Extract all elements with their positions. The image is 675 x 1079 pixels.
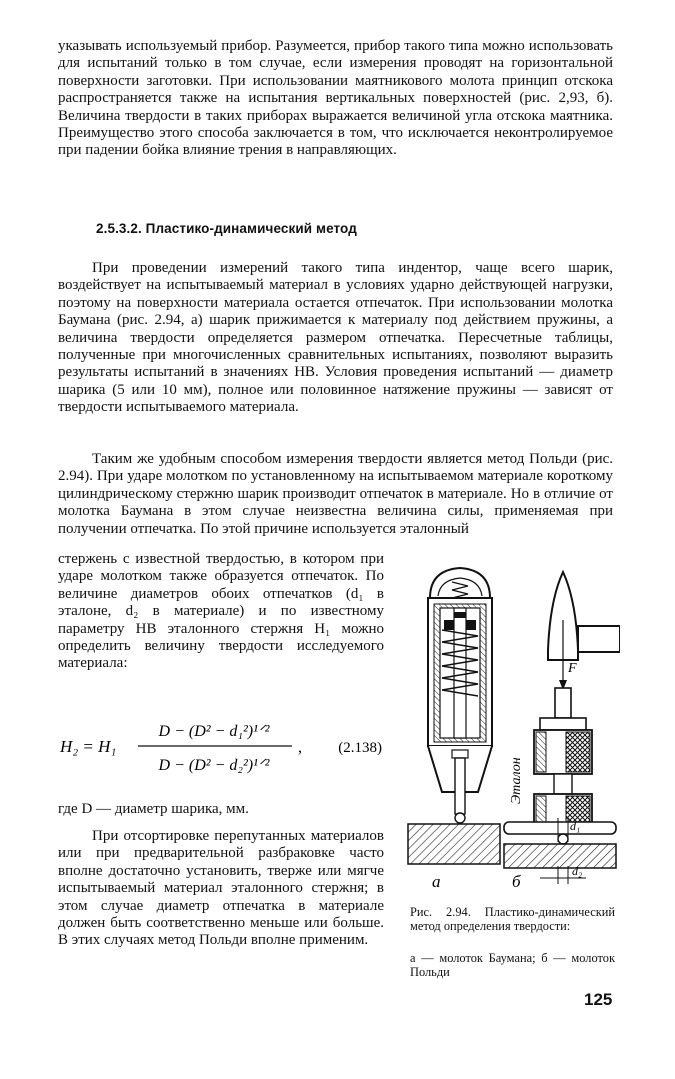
figure-label-b: б (512, 872, 521, 891)
figure-caption: Рис. 2.94. Пластико-динамический метод определения твердости: (410, 905, 615, 933)
baumann-hammer-drawing (408, 568, 500, 891)
figure-label-a: а (432, 872, 441, 891)
formula-numerator: D − (D² − d₁²)¹ᐟ² (158, 723, 270, 740)
formula-number: (2.138) (338, 740, 382, 756)
paragraph-poldi-continued: стержень с известной твердостью, в котором при ударе молотком также образуется отпечаток. По величине диаметров обоих отпечатков (d₁ в эталоне, d₂ в материале) и по известному параметру HB эталонного стержня H₁ можно определить величину твердости исследуемого материала: (58, 551, 384, 672)
formula-2-138 (58, 708, 384, 788)
formula-comma: , (298, 739, 302, 756)
formula-lhs: H₂ = H₁ (60, 737, 117, 756)
paragraph-poldi: Таким же удобным способом измерения твердости является метод Польди (рис. 2.94). При ударе молотком по установленному на испытываемом материале короткому цилиндрическому стержню шарик производит отпечаток в материале. Но в отличие от молотка Баумана в этом случае неизвестна величина силы, применяемая при получении отпечатка. По этой причине используется эталонный (58, 451, 613, 537)
intro-paragraph: указывать используемый прибор. Разумеется, прибор такого типа можно использовать для испытаний только в том случае, если измерения проводят на горизонтальной поверхности заготовки. При использовании маятникового молота принцип отскока распространяется также на испытания вертикальных поверхностей (рис. 2,93, б). Величина твердости в таких приборах выражается величиной угла отскока маятника. Преимущество этого способа заключается в том, что исключается неконтролируемое при падении бойка влияние трения в направляющих. (58, 38, 613, 159)
section-heading: 2.5.3.2. Пластико-динамический метод (96, 221, 357, 236)
figure-label-d2: d₂ (572, 864, 583, 878)
figure-2-94-drawing (400, 560, 620, 900)
page-number: 125 (584, 990, 613, 1009)
formula-denominator: D − (D² − d₂²)¹ᐟ² (158, 757, 270, 774)
figure-label-d1: d₁ (570, 819, 581, 833)
figure-label-etalon: Эталон (509, 757, 524, 804)
poldi-hammer-drawing (504, 572, 620, 891)
figure-legend: а — молоток Баумана; б — молоток Польди (410, 951, 615, 979)
figure-label-force: F (568, 661, 577, 676)
paragraph-sorting: При отсортировке перепутанных материалов или при предварительной разбраковке часто вполне достаточно установить, тверже или мягче испытываемый материал эталонного стержня; в этом случае диаметр отпечатка в материале должен быть соответственно меньше или больше. В этих случаях метод Польди вполне применим. (58, 828, 384, 949)
paragraph-baumann: При проведении измерений такого типа индентор, чаще всего шарик, воздействует на испытываемый материал в условиях ударно действующей нагрузки, поэтому на поверхности материала остается отпечаток. При использовании молотка Баумана (рис. 2.94, а) шарик прижимается к материалу под действием пружины, а величина твердости определяется размером отпечатка. Пересчетные таблицы, полученные при многочисленных сравнительных испытаниях, позволяют выразить результаты испытаний в значениях HB. Условия проведения испытаний — диаметр шарика (5 или 10 мм), полное или половинное натяжение пружины — зависят от твердости испытываемого материала. (58, 260, 613, 416)
where-line: где D — диаметр шарика, мм. (58, 801, 249, 817)
